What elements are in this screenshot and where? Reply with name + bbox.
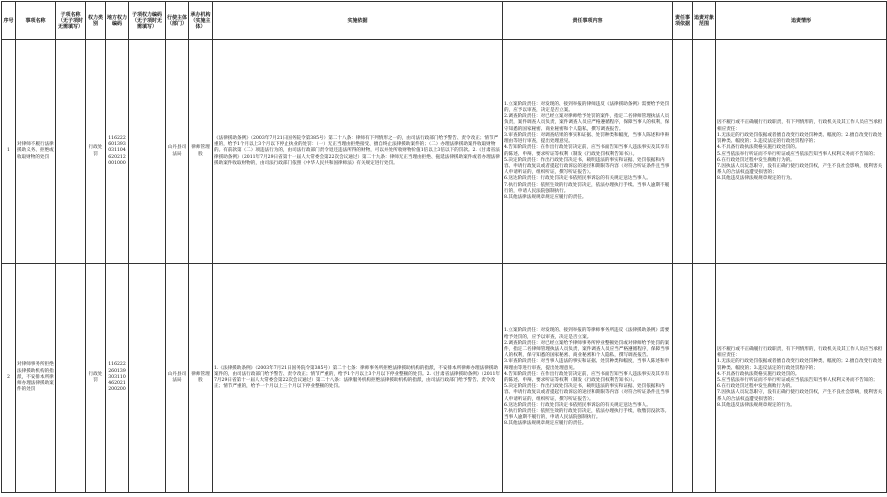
- col-header-sub-code: 子项权力编码（无子项时无需填写）: [129, 2, 166, 40]
- circumstance-item: 7.因执法人员玩忽职守，没有正确行使行政处罚权，产生不良社会影响，使利害关系人的合法权益遭受损害的；: [717, 390, 883, 402]
- duty-item: 8.其他法律法规规章规定应履行的责任。: [504, 194, 587, 200]
- circumstance-item: 4.不具备行政执法资格实施行政处罚的。: [717, 145, 800, 151]
- cell-name: 对律师事务所拒绝法律援助机构的指派，不安排本所律师办理法律援助案件的处罚: [16, 264, 56, 493]
- header-row: [2, 2, 887, 40]
- cell-duty-basis: [673, 264, 693, 493]
- cell-duties: [503, 264, 673, 493]
- duty-item: 2.调查阶段责任：对已经立案给予律师事务所停业整顿处罚或对律师给予处罚的案件，指定二名律师管理执法人员负责，案件调查人员应当严格遵循程序，保障当事人的权利，保守知悉的国家秘密、商业秘密和个人隐私，撰写调查报告。: [504, 340, 670, 359]
- duty-item: 8.其他法律法规规章规定应履行的责任。: [504, 421, 587, 427]
- duty-item: 5.决定阶段责任：作出行政处罚决定书，载明违法的事实和证据、处罚依据和内容、申请行政复议或者提起行政诉讼的途径和期限等内容（对符合听证条件且当事人申请听证的，组织听证，撰写听证报告）。: [504, 384, 670, 402]
- cell-sub-code: [129, 40, 166, 264]
- circumstance-item: 1.无法定的行政处罚依据或者擅自改变行政处罚种类、幅度的；2.擅自改变行政处罚种类、幅度的；3.违反法定的行政处罚程序的；: [717, 132, 882, 145]
- duty-item: 4.告知阶段责任：在作出行政处罚决定前，应当书面告知当事人违法事实及其享有的陈述、申辩、要求听证等权利（制发《行政处罚权利告知书》）。: [504, 145, 670, 157]
- duty-item: 5.决定阶段责任：作出行政处罚决定书，载明违法的事实和证据、处罚依据和内容、申请行政复议或者提起行政诉讼的途径和期限等内容（对符合听证条件且当事人申请听证的，组织听证，撰写听证报告）。: [504, 157, 670, 176]
- circumstance-item: 6.在行政处罚过程中发生腐败行为的。: [717, 157, 795, 163]
- cell-accountable: [693, 264, 716, 493]
- cell-sub: [56, 264, 86, 493]
- duty-item: 1.立案阶段责任：对发现的、接到举报的等律师事务所违反《法律援助条例》需要给予处罚的，应予以审查，决定是否立案。: [504, 328, 670, 340]
- cell-code: 116222601393031104620212001000: [106, 40, 129, 264]
- cell-code: 116222260139303110462021200200: [106, 264, 129, 493]
- circumstance-item: 因不履行或不正确履行行政职责，有下列情形的，行政机关及其工作人员应当承担相应责任：: [717, 346, 883, 359]
- col-header-accountable: 追责对象范围: [693, 2, 716, 40]
- col-header-subject: 行使主体（部门）: [166, 2, 189, 40]
- col-header-seq: 序号: [2, 2, 16, 40]
- cell-seq: 2: [2, 264, 16, 493]
- duty-item: 6.送达阶段责任：行政处罚决定书依照民事诉讼的有关规定送达当事人。: [504, 402, 651, 408]
- col-header-duty-basis: 责任事项依据: [673, 2, 693, 40]
- cell-circumstances: [716, 40, 887, 264]
- col-header-basis: 实施依据: [213, 2, 503, 40]
- col-header-code: 地方权力编码: [106, 2, 129, 40]
- col-header-circumstances: 追责情形: [716, 2, 887, 40]
- col-header-duties: 责任事项内容: [503, 2, 673, 40]
- col-header-sub: 子项名称（无子项时无需填写）: [56, 2, 86, 40]
- cell-duties: [503, 40, 673, 264]
- circumstance-item: 5.应当依法举行听证而不举行听证或应当依法告知当事人权利义务而不告知的；: [717, 151, 878, 157]
- power-list-table: [1, 1, 887, 493]
- circumstance-item: 4.不具备行政执法资格实施行政处罚的。: [717, 371, 800, 377]
- cell-name: 对律师不履行法律援助义务、拒绝或收取财物的处罚: [16, 40, 56, 264]
- circumstance-item: 因不履行或不正确履行行政职责，有下列情形的，行政机关及其工作人员应当承担相应责任：: [717, 120, 883, 132]
- duty-item: 2.调查阶段责任：对已经立案对律师给予处罚的案件，指定二名律师管理执法人员负责，案件调查人员负责，案件调查人员应严格遵循程序，保障当事人的权利，保守知悉的国家秘密、商业秘密和个人隐私，撰写调查报告。: [504, 114, 670, 132]
- duty-item: 7.执行阶段责任：依照生效的行政处罚决定，依法办理执行手续，收缴罚没款等。当事人逾期不履行的，申请人民法院强制执行。: [504, 409, 670, 421]
- cell-accountable: [693, 40, 716, 264]
- cell-sub: [56, 40, 86, 264]
- cell-circumstances: [716, 264, 887, 493]
- circumstance-item: 1.无法定的行政处罚依据或者擅自改变行政处罚种类、幅度的；2.擅自改变行政处罚种类、幅度的；3.违反法定的行政处罚程序的；: [717, 359, 882, 371]
- col-header-agency: 承办机构（实施主体）: [189, 2, 213, 40]
- cell-basis: 《法律援助条例》（2003年7月21日国务院令第385号）第二十八条：律师有下列情形之一的，由司法行政部门给予警告、责令改正；情节严重的，给予1个月以上3个月以下停止执业的处罚：（一）无正当理由拒绝接受、擅自终止法律援助案件的；（二）办理法律援助案件收取财物的。有前款第（二）项违法行为的，由司法行政部门责令退还违法所得的财物，可以并处所收财物价值1倍以上3倍以下的罚款。2.《甘肃省法律援助条例》（2011年7月29日省第十一届人大常委会第22次会议通过）第二十九条：律师无正当理由拒绝、拖延法律援助案件或者办理法律援助案件收取财物的，由司法行政部门依照《中华人民共和国律师法》有关规定进行处罚。: [213, 40, 503, 264]
- circumstance-item: 6.在行政处罚过程中发生腐败行为的。: [717, 384, 795, 390]
- circumstance-item: 8.其他违反法律法规规章规定的行为。: [717, 402, 795, 408]
- table-row: [2, 264, 887, 493]
- cell-subject: 山丹县司法局: [166, 264, 189, 493]
- cell-category: 行政处罚: [86, 264, 106, 493]
- cell-agency: 律师管理股: [189, 264, 213, 493]
- duty-item: 4.告知阶段责任：在作出行政处罚决定前，应当书面告知当事人违法事实及其享有的陈述、申辩、要求听证等权利（制发《行政处罚权利告知书》）。: [504, 371, 670, 383]
- duty-item: 1.立案阶段责任：对发现的、接到举报的律师违反《法律援助条例》需要给予处罚的，应予以审查，决定是否立案。: [504, 101, 670, 114]
- circumstance-item: 7.因执法人员玩忽职守，没有正确行使行政处罚权，产生不良社会影响，使利害关系人的合法权益遭受损害的；: [717, 163, 883, 176]
- cell-subject: 山丹县司法局: [166, 40, 189, 264]
- duty-item: 3.审查阶段责任：对调查结果的事实和证据、处罚种类和幅度，当事人陈述和申辩理由等进行审查，提出处理意见。: [504, 132, 670, 145]
- col-header-category: 权力类别: [86, 2, 106, 40]
- table-row: [2, 40, 887, 264]
- cell-basis: 1.《法律援助条例》（2003年7月21日国务院令第385号）第二十七条：律师事务所拒绝法律援助机构的指派，不安排本所律师办理法律援助案件的，由司法行政部门给予警告、责令改正；情节严重的，给予1个月以上3个月以下停业整顿的处罚。2.《甘肃省法律援助条例》（2011年7月29日省第十一届人大常委会第22次会议通过）第二十八条：法律服务机构拒绝法律援助机构的指派，由司法行政部门给予警告、责令改正；情节严重的，给予一个月以上三个月以下停业整顿的处罚。: [213, 264, 503, 493]
- duty-item: 6.送达阶段责任：行政处罚决定书依照民事诉讼的有关规定送达当事人。: [504, 176, 651, 182]
- duty-item: 3.审查阶段责任：对当事人违法的事实和证据、处罚种类和幅度，当事人陈述和申辩理由等进行审查，提出处理意见。: [504, 359, 670, 371]
- cell-seq: 1: [2, 40, 16, 264]
- cell-duty-basis: [673, 40, 693, 264]
- circumstance-item: 8.其他违反法律法规规章规定的行为。: [717, 176, 795, 182]
- duty-item: 7.执行阶段责任：依照生效的行政处罚决定，依法办理执行手续。当事人逾期不履行的，申请人民法院强制执行。: [504, 182, 670, 194]
- cell-category: 行政处罚: [86, 40, 106, 264]
- col-header-name: 事项名称: [16, 2, 56, 40]
- cell-agency: 律师管理股: [189, 40, 213, 264]
- circumstance-item: 5.应当依法举行听证而不举行听证或应当依法告知当事人权利义务而不告知的；: [717, 378, 878, 383]
- cell-sub-code: [129, 264, 166, 493]
